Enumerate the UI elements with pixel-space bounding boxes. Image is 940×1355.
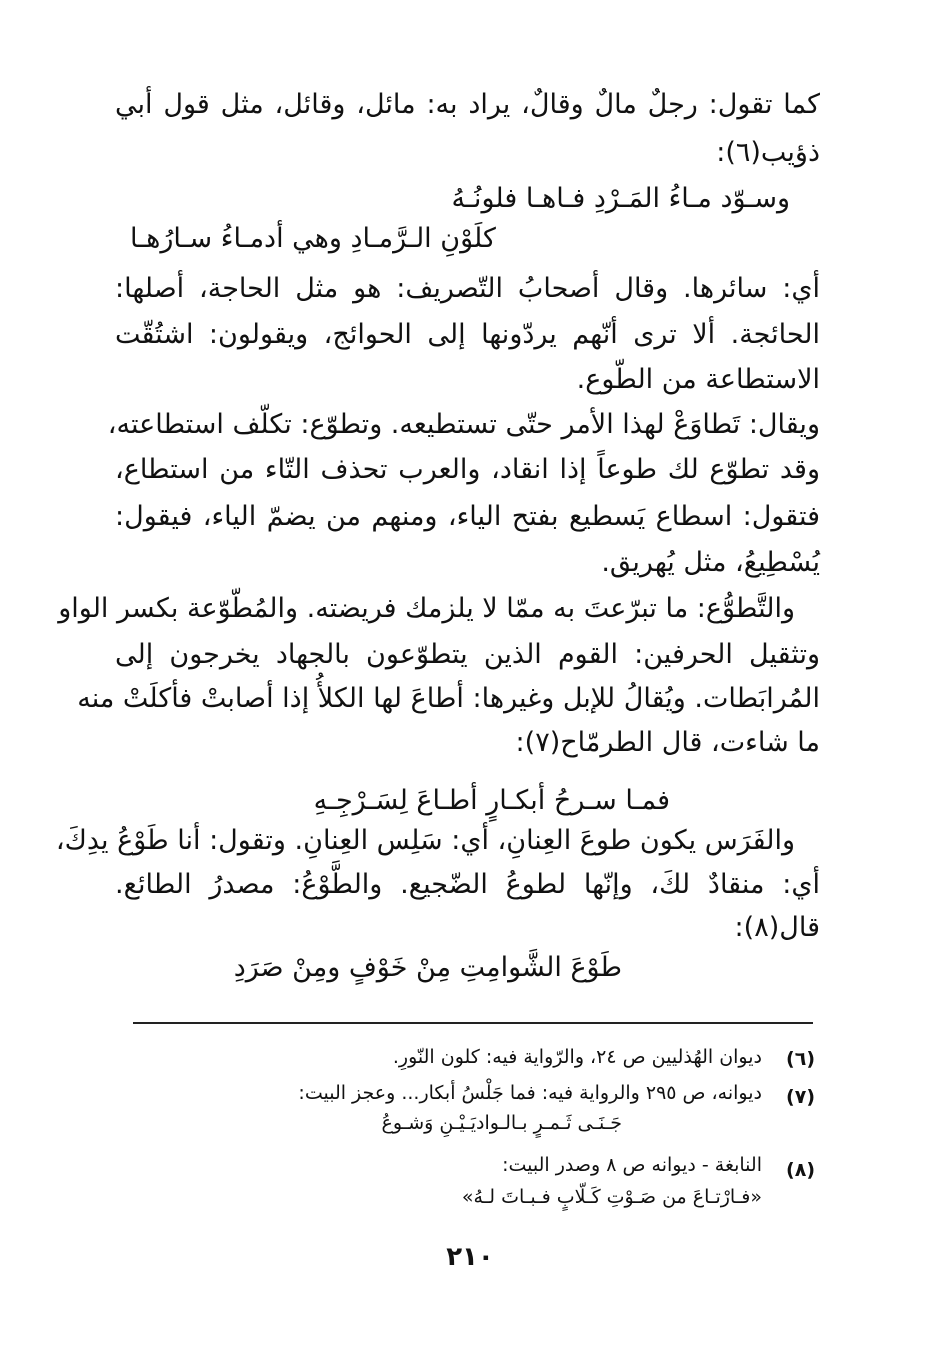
footnote-8-verse: «فـارْتـاعَ من صَـوْتِ كَـلّابٍ فـبـاتَ لـهُ» [461, 1186, 762, 1208]
body-line-12: المُرابَطات. ويُقالُ للإبل وغيرها: أطاعَ لها الكلأُ إذا أصابتْ فأكلَتْ منه [77, 683, 820, 714]
body-line-8: فتقول: اسطاع يَسطيع بفتح الياء، ومنهم من يضمّ الياء، فيقول: [115, 501, 820, 532]
body-line-5: الاستطاعة من الطّوع. [576, 364, 820, 395]
verse-2: فمـا سـرحُ أبكـارٍ أطـاعَ لِسَـرْجِـهِ [313, 785, 670, 816]
footnote-6-number: (٦) [786, 1048, 815, 1070]
body-line-10: والتَّطوُّع: ما تبرّعتَ به ممّا لا يلزمك فريضته. والمُطّوّعة بكسر الواو [58, 593, 795, 624]
body-line-2: ذؤيب(٦): [716, 137, 820, 168]
body-line-7: وقد تطوّع لك طوعاً إذا انقاد، والعرب تحذف التّاء من استطاع، [115, 454, 820, 485]
body-line-3: أي: سائرها. وقال أصحابُ التّصريف: هو مثل الحاجة، أصلها: [115, 273, 820, 304]
verse-1-first-hemistich: وسـوّد مـاءُ المَـرْدِ فـاهـا فلونُـهُ [451, 183, 790, 214]
body-line-16: قال(٨): [734, 912, 820, 943]
body-line-6: ويقال: تَطاوَعْ لهذا الأمر حتّى تستطيعه. وتطوّع: تكلّف استطاعته، [107, 409, 820, 440]
body-line-11: وتثقيل الحرفين: القوم الذين يتطوّعون بالجهاد يخرجون إلى [115, 639, 820, 670]
verse-3: طَوْعَ الشَّوامِتِ مِنْ خَوْفٍ ومِنْ صَرَدِ [233, 952, 622, 983]
body-line-15: أي: منقادٌ لكَ، وإنّها لطوعُ الضّجيع. والطَّوْعُ: مصدرُ الطائع. [115, 869, 820, 900]
footnote-7-text: ديوانه، ص ٢٩٥ والرواية فيه: فما جَلْسُ أبكار... وعجز البيت: [298, 1082, 762, 1104]
body-line-9: يُسْطِيعُ، مثل يُهريق. [601, 547, 820, 578]
footnote-8-number: (٨) [786, 1159, 815, 1181]
body-line-14: والفَرَس يكون طوعَ العِنانِ، أي: سَلِس العِنانِ. وتقول: أنا طَوْعُ يدِكَ، [55, 825, 795, 856]
footnote-6-text: ديوان الهُذليين ص ٢٤، والرّواية فيه: كلون النّورِ. [392, 1046, 762, 1068]
verse-1-second-hemistich: كلَوْنِ الـرَّمـادِ وهي أدمـاءُ سـارُهـا [130, 223, 496, 254]
footnote-8-text: النابغة - ديوانه ص ٨ وصدر البيت: [502, 1154, 762, 1176]
page-number: ٢١٠ [446, 1242, 494, 1272]
body-line-13: ما شاءت، قال الطرمّاح(٧): [515, 727, 820, 758]
body-line-1: كما تقول: رجلٌ مالٌ وقالٌ، يراد به: مائل، وقائل، مثل قول أبي [115, 89, 820, 120]
footnote-7-number: (٧) [786, 1086, 815, 1108]
footnote-separator [133, 1022, 813, 1024]
footnote-7-verse: جَـنَـى ثَـمـرٍ بـالـواديَـيْـنِ وَشـوعُ [381, 1112, 622, 1134]
body-line-4: الحائجة. ألا ترى أنّهم يردّونها إلى الحوائج، ويقولون: اشتُقّت [115, 319, 820, 350]
